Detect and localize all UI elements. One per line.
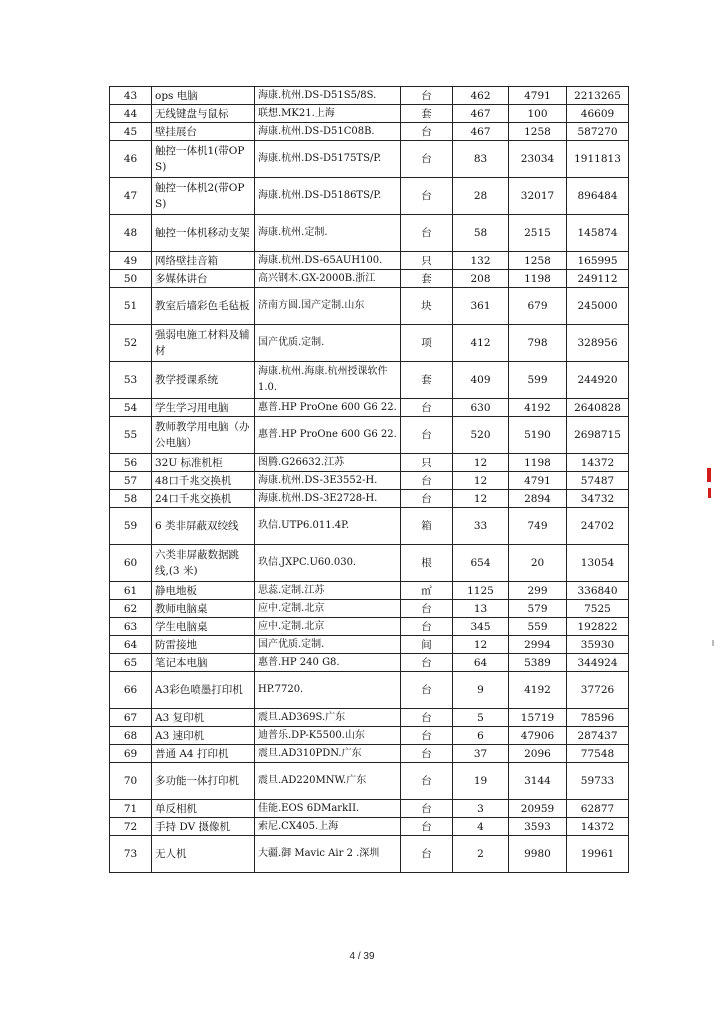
cell-total: 59733 [567,763,629,800]
cell-unit: 台 [401,490,453,508]
cell-brand: 惠普.HP ProOne 600 G6 22. [255,399,401,417]
cell-total: 46609 [567,105,629,123]
cell-unit: 套 [401,362,453,399]
cell-name: 32U 标准机柜 [152,454,255,472]
red-margin-mark [708,488,711,498]
cell-brand: 海康.杭州.DS-65AUH100. [255,252,401,270]
cell-unit: 台 [401,745,453,763]
cell-brand: 国产优质.定制. [255,636,401,654]
cell-unit: 台 [401,87,453,105]
cell-price: 32017 [509,178,567,215]
table-row [110,325,629,362]
cell-qty: 28 [453,178,509,215]
cell-qty: 6 [453,727,509,745]
cell-brand: 海康.杭州.DS-3E2728-H. [255,490,401,508]
cell-total: 244920 [567,362,629,399]
cell-name: 教师教学用电脑（办公电脑） [152,417,255,454]
cell-name: 静电地板 [152,582,255,600]
cell-price: 4192 [509,399,567,417]
table-row [110,87,629,105]
cell-unit: 台 [401,709,453,727]
cell-total: 7525 [567,600,629,618]
cell-no: 59 [110,508,152,545]
cell-qty: 409 [453,362,509,399]
cell-total: 24702 [567,508,629,545]
cell-price: 679 [509,288,567,325]
cell-total: 78596 [567,709,629,727]
table-row [110,836,629,873]
cell-unit: 台 [401,178,453,215]
cell-brand: 震旦.AD369S.广东 [255,709,401,727]
cell-brand: 海康.杭州.DS-D5175TS/P. [255,141,401,178]
cell-total: 62877 [567,800,629,818]
cell-brand: 海康.杭州.DS-3E3552-H. [255,472,401,490]
cell-price: 15719 [509,709,567,727]
cell-brand: HP.7720. [255,672,401,709]
cell-brand: 海康.杭州.定制. [255,215,401,252]
equipment-table [109,86,629,873]
cell-name: 无线键盘与鼠标 [152,105,255,123]
cell-brand: 海康.杭州.DS-D51C08B. [255,123,401,141]
cell-price: 100 [509,105,567,123]
cell-brand: 大疆.御 Mavic Air 2 .深圳 [255,836,401,873]
cell-price: 579 [509,600,567,618]
cell-unit: 台 [401,123,453,141]
cell-price: 1198 [509,270,567,288]
red-margin-mark [707,468,711,482]
cell-unit: 项 [401,325,453,362]
cell-total: 35930 [567,636,629,654]
cell-qty: 19 [453,763,509,800]
cell-qty: 13 [453,600,509,618]
cell-unit: 台 [401,763,453,800]
cell-price: 47906 [509,727,567,745]
cell-brand: 思蕊.定制.江苏 [255,582,401,600]
cell-brand: 海康.杭州.DS-D5186TS/P. [255,178,401,215]
cell-no: 54 [110,399,152,417]
cell-brand: 震旦.AD220MNW.广东 [255,763,401,800]
cell-unit: 块 [401,288,453,325]
cell-name: 6 类非屏蔽双绞线 [152,508,255,545]
cell-no: 60 [110,545,152,582]
cell-total: 2213265 [567,87,629,105]
cell-price: 3593 [509,818,567,836]
cell-brand: 应中.定制.北京 [255,618,401,636]
cell-price: 2096 [509,745,567,763]
cell-price: 749 [509,508,567,545]
cell-brand: 应中.定制.北京 [255,600,401,618]
cell-total: 57487 [567,472,629,490]
table-row [110,800,629,818]
cell-total: 19961 [567,836,629,873]
cell-brand: 高兴钢木.GX-2000B.浙江 [255,270,401,288]
table-row [110,818,629,836]
cell-total: 2640828 [567,399,629,417]
table-row [110,709,629,727]
cell-name: 普通 A4 打印机 [152,745,255,763]
cell-name: 触控一体机2(带OPS) [152,178,255,215]
cell-total: 77548 [567,745,629,763]
cell-price: 3144 [509,763,567,800]
cell-name: 教学授课系统 [152,362,255,399]
cell-unit: 台 [401,399,453,417]
cell-name: 触控一体机1(带OPS) [152,141,255,178]
cell-price: 1258 [509,252,567,270]
cell-qty: 12 [453,454,509,472]
cell-unit: 套 [401,270,453,288]
cell-price: 559 [509,618,567,636]
cell-no: 57 [110,472,152,490]
cell-total: 14372 [567,454,629,472]
cell-no: 58 [110,490,152,508]
table-row [110,472,629,490]
cell-no: 52 [110,325,152,362]
table-row [110,399,629,417]
cell-qty: 208 [453,270,509,288]
cell-price: 4192 [509,672,567,709]
cell-no: 49 [110,252,152,270]
table-row [110,508,629,545]
cell-total: 1911813 [567,141,629,178]
cell-brand: 迪普乐.DP-K5500.山东 [255,727,401,745]
cell-price: 2515 [509,215,567,252]
cell-no: 50 [110,270,152,288]
cell-name: 手持 DV 摄像机 [152,818,255,836]
cell-unit: 台 [401,800,453,818]
cell-qty: 412 [453,325,509,362]
cell-brand: 玖信.JXPC.U60.030. [255,545,401,582]
cell-unit: 台 [401,215,453,252]
cell-no: 69 [110,745,152,763]
table-row [110,288,629,325]
cell-name: 六类非屏蔽数据跳线,(3 米) [152,545,255,582]
cell-name: 学生学习用电脑 [152,399,255,417]
cell-qty: 64 [453,654,509,672]
cell-qty: 58 [453,215,509,252]
cell-name: 教室后墙彩色毛毡板 [152,288,255,325]
cell-price: 20959 [509,800,567,818]
cell-qty: 630 [453,399,509,417]
cell-qty: 520 [453,417,509,454]
cell-brand: 济南方圆.国产定制.山东 [255,288,401,325]
cell-qty: 132 [453,252,509,270]
cell-qty: 5 [453,709,509,727]
cell-name: 笔记本电脑 [152,654,255,672]
cell-unit: 台 [401,818,453,836]
cell-total: 165995 [567,252,629,270]
cell-unit: 台 [401,417,453,454]
cell-unit: 台 [401,836,453,873]
cell-no: 55 [110,417,152,454]
cell-total: 249112 [567,270,629,288]
cell-qty: 361 [453,288,509,325]
table-row [110,582,629,600]
cell-brand: 联想.MK21.上海 [255,105,401,123]
table-row [110,105,629,123]
cell-price: 1258 [509,123,567,141]
page-number: 4 / 39 [349,951,375,962]
table-row [110,454,629,472]
cell-no: 71 [110,800,152,818]
cell-brand: 惠普.HP ProOne 600 G6 22. [255,417,401,454]
table-row [110,178,629,215]
cell-no: 48 [110,215,152,252]
cell-qty: 12 [453,490,509,508]
cell-qty: 4 [453,818,509,836]
table-row [110,417,629,454]
cell-name: 网络壁挂音箱 [152,252,255,270]
cell-unit: 台 [401,672,453,709]
cell-price: 4791 [509,87,567,105]
cell-qty: 654 [453,545,509,582]
cell-qty: 345 [453,618,509,636]
cell-price: 599 [509,362,567,399]
table-row [110,654,629,672]
cell-price: 20 [509,545,567,582]
table-row [110,763,629,800]
margin-tick [712,640,714,646]
cell-qty: 9 [453,672,509,709]
cell-total: 34732 [567,490,629,508]
cell-qty: 12 [453,472,509,490]
cell-qty: 1125 [453,582,509,600]
cell-price: 5389 [509,654,567,672]
cell-qty: 33 [453,508,509,545]
cell-qty: 83 [453,141,509,178]
cell-no: 67 [110,709,152,727]
cell-name: A3 复印机 [152,709,255,727]
table-row [110,362,629,399]
table-row [110,545,629,582]
cell-price: 2894 [509,490,567,508]
cell-total: 245000 [567,288,629,325]
cell-no: 63 [110,618,152,636]
cell-unit: 台 [401,600,453,618]
cell-total: 328956 [567,325,629,362]
cell-brand: 惠普.HP 240 G8. [255,654,401,672]
cell-unit: 套 [401,105,453,123]
cell-brand: 图腾.G26632.江苏 [255,454,401,472]
cell-name: 无人机 [152,836,255,873]
cell-unit: 只 [401,454,453,472]
table-row [110,490,629,508]
cell-price: 798 [509,325,567,362]
cell-name: 强弱电施工材料及辅材 [152,325,255,362]
table-row [110,141,629,178]
cell-total: 13054 [567,545,629,582]
cell-name: 24口千兆交换机 [152,490,255,508]
cell-unit: 根 [401,545,453,582]
cell-no: 46 [110,141,152,178]
cell-name: ops 电脑 [152,87,255,105]
table-row [110,270,629,288]
cell-total: 145874 [567,215,629,252]
cell-name: 教师电脑桌 [152,600,255,618]
cell-name: 防雷接地 [152,636,255,654]
cell-price: 2994 [509,636,567,654]
cell-no: 53 [110,362,152,399]
table-row [110,600,629,618]
cell-price: 299 [509,582,567,600]
cell-total: 336840 [567,582,629,600]
cell-price: 9980 [509,836,567,873]
cell-name: A3彩色喷墨打印机 [152,672,255,709]
cell-unit: 台 [401,654,453,672]
cell-total: 587270 [567,123,629,141]
cell-brand: 震旦.AD310PDN.广东 [255,745,401,763]
cell-brand: 索尼.CX405.上海 [255,818,401,836]
table-row [110,252,629,270]
cell-no: 45 [110,123,152,141]
cell-name: 多媒体讲台 [152,270,255,288]
table-row [110,672,629,709]
cell-unit: 只 [401,252,453,270]
cell-brand: 海康.杭州.海康.杭州授课软件 1.0. [255,362,401,399]
cell-qty: 462 [453,87,509,105]
table-row [110,215,629,252]
cell-no: 56 [110,454,152,472]
cell-qty: 467 [453,123,509,141]
cell-brand: 玖信.UTP6.011.4P. [255,508,401,545]
cell-name: A3 速印机 [152,727,255,745]
cell-brand: 国产优质.定制. [255,325,401,362]
cell-qty: 467 [453,105,509,123]
cell-no: 61 [110,582,152,600]
cell-price: 4791 [509,472,567,490]
cell-total: 37726 [567,672,629,709]
cell-unit: 台 [401,727,453,745]
cell-name: 单反相机 [152,800,255,818]
cell-no: 51 [110,288,152,325]
cell-qty: 12 [453,636,509,654]
cell-total: 287437 [567,727,629,745]
cell-price: 5190 [509,417,567,454]
cell-total: 2698715 [567,417,629,454]
cell-no: 64 [110,636,152,654]
cell-no: 43 [110,87,152,105]
table-row [110,727,629,745]
cell-qty: 37 [453,745,509,763]
cell-name: 壁挂展台 [152,123,255,141]
table-row [110,618,629,636]
cell-name: 学生电脑桌 [152,618,255,636]
cell-price: 1198 [509,454,567,472]
cell-total: 14372 [567,818,629,836]
table-row [110,636,629,654]
cell-price: 23034 [509,141,567,178]
cell-total: 896484 [567,178,629,215]
cell-no: 66 [110,672,152,709]
cell-unit: 箱 [401,508,453,545]
cell-no: 72 [110,818,152,836]
table-row [110,123,629,141]
cell-no: 68 [110,727,152,745]
cell-brand: 海康.杭州.DS-D51S5/8S. [255,87,401,105]
cell-name: 多功能一体打印机 [152,763,255,800]
cell-unit: 台 [401,618,453,636]
cell-no: 65 [110,654,152,672]
cell-qty: 2 [453,836,509,873]
cell-unit: 台 [401,141,453,178]
cell-no: 73 [110,836,152,873]
table-row [110,745,629,763]
cell-brand: 佳能.EOS 6DMarkII. [255,800,401,818]
cell-qty: 3 [453,800,509,818]
cell-unit: 间 [401,636,453,654]
cell-unit: ㎡ [401,582,453,600]
cell-name: 触控一体机移动支架 [152,215,255,252]
cell-no: 62 [110,600,152,618]
cell-name: 48口千兆交换机 [152,472,255,490]
cell-no: 47 [110,178,152,215]
cell-unit: 台 [401,472,453,490]
cell-no: 44 [110,105,152,123]
cell-no: 70 [110,763,152,800]
table-body [110,87,629,873]
cell-total: 344924 [567,654,629,672]
cell-total: 192822 [567,618,629,636]
